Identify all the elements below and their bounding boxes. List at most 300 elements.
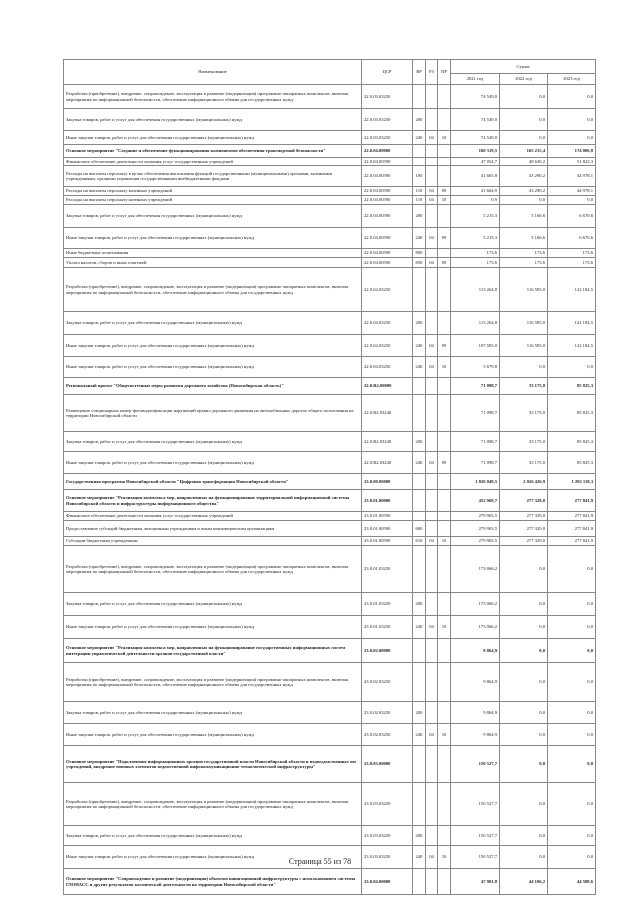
cell-name: Основное мероприятие "Реализация комплекса мер, направленных на функционирование территориальной информационной системы Новосибирской области и инфраструктуры информационного общества" — [64, 490, 362, 512]
cell-2023: 0,0 — [548, 724, 596, 746]
cell-pr: 09 — [438, 452, 451, 474]
table-row — [64, 783, 596, 826]
col-header-csr: ЦСР — [362, 60, 413, 85]
cell-2021: 47 901,8 — [451, 869, 500, 895]
table-row — [64, 521, 596, 537]
cell-rz — [426, 746, 438, 783]
cell-2022: 44 106,2 — [500, 869, 548, 895]
cell-pr — [438, 205, 451, 228]
cell-2023: 277 841,9 — [548, 521, 596, 537]
cell-name: Закупка товаров, работ и услуг для обеспечения государственных (муниципальных) нужд — [64, 109, 362, 131]
cell-name: Иные бюджетные ассигнования — [64, 249, 362, 258]
cell-vr: 200 — [413, 826, 426, 846]
cell-csr: 23.0.03.03250 — [362, 826, 413, 846]
page-number: Страница 55 из 78 — [288, 857, 352, 866]
cell-vr — [413, 490, 426, 512]
cell-2023: 0,0 — [548, 663, 596, 702]
cell-2021: 173 066,2 — [451, 593, 500, 616]
cell-2023: 122 184,5 — [548, 312, 596, 335]
cell-vr — [413, 512, 426, 521]
cell-2022: 0,0 — [500, 663, 548, 702]
cell-pr: 10 — [438, 724, 451, 746]
table-row — [64, 432, 596, 452]
cell-rz — [426, 312, 438, 335]
cell-pr — [438, 639, 451, 663]
cell-csr: 22.0.R2.00000 — [362, 378, 413, 395]
cell-rz — [426, 490, 438, 512]
cell-name: Закупка товаров, работ и услуг для обеспечения государственных (муниципальных) нужд — [64, 826, 362, 846]
cell-vr: 200 — [413, 109, 426, 131]
cell-pr: 10 — [438, 537, 451, 546]
cell-vr — [413, 145, 426, 158]
cell-rz: 04 — [426, 187, 438, 196]
table-row — [64, 357, 596, 378]
cell-name: Разработка (приобретение), внедрение, сопровождение, эксплуатация и развитие (модернизация) программно-аппаратных комплексов, включая мероприятия по информационной безопасности, обеспечение информационного обмена для государственных нужд — [64, 783, 362, 826]
table-row — [64, 537, 596, 546]
cell-2023: 0,0 — [548, 702, 596, 724]
cell-pr — [438, 702, 451, 724]
cell-vr: 200 — [413, 702, 426, 724]
cell-rz — [426, 702, 438, 724]
cell-rz: 04 — [426, 846, 438, 869]
cell-2022: 48 630,2 — [500, 158, 548, 166]
cell-2022: 0,0 — [500, 196, 548, 205]
cell-2022: 0,0 — [500, 783, 548, 826]
cell-2021: 1 826 049,5 — [451, 474, 500, 490]
table-row — [64, 258, 596, 268]
cell-name: Субсидии бюджетным учреждениям — [64, 537, 362, 546]
cell-rz: 04 — [426, 537, 438, 546]
cell-vr: 240 — [413, 335, 426, 357]
cell-2022: 5 166,6 — [500, 205, 548, 228]
cell-2021: 173 066,2 — [451, 546, 500, 593]
table-row — [64, 249, 596, 258]
cell-pr: 09 — [438, 228, 451, 249]
cell-2022: 0,0 — [500, 746, 548, 783]
table-row — [64, 395, 596, 432]
cell-2023: 277 841,9 — [548, 512, 596, 521]
cell-pr — [438, 166, 451, 187]
cell-name: Иные закупки товаров, работ и услуг для обеспечения государственных (муниципальных) нужд — [64, 357, 362, 378]
cell-vr: 200 — [413, 312, 426, 335]
cell-2021: 71 098,7 — [451, 452, 500, 474]
cell-rz — [426, 869, 438, 895]
cell-vr: 600 — [413, 521, 426, 537]
cell-rz: 04 — [426, 131, 438, 145]
cell-pr — [438, 268, 451, 312]
cell-vr: 850 — [413, 258, 426, 268]
cell-name: Закупка товаров, работ и услуг для обеспечения государственных (муниципальных) нужд — [64, 702, 362, 724]
table-row — [64, 546, 596, 593]
cell-csr: 23.0.01.00000 — [362, 490, 413, 512]
cell-2021: 5 215,3 — [451, 205, 500, 228]
cell-2023: 85 825,3 — [548, 378, 596, 395]
cell-vr: 200 — [413, 432, 426, 452]
cell-name: Разработка (приобретение), внедрение, сопровождение, эксплуатация и развитие (модернизация) программно-аппаратных комплексов, включая мероприятия по информационной безопасности, обеспечение информационного обмена для государственных нужд — [64, 268, 362, 312]
cell-2023: 85 825,3 — [548, 395, 596, 432]
cell-vr — [413, 869, 426, 895]
cell-name: Иные закупки товаров, работ и услуг для обеспечения государственных (муниципальных) нужд — [64, 846, 362, 869]
col-header-pr: ПР — [438, 60, 451, 85]
cell-name: Иные закупки товаров, работ и услуг для обеспечения государственных (муниципальных) нужд — [64, 452, 362, 474]
cell-rz — [426, 378, 438, 395]
cell-pr — [438, 109, 451, 131]
cell-pr — [438, 546, 451, 593]
cell-name: Разработка (приобретение), внедрение, сопровождение, эксплуатация и развитие (модернизация) программно-аппаратных комплексов, включая мероприятия по информационной безопасности, обеспечение информационного обмена для государственных нужд — [64, 85, 362, 109]
cell-csr: 23.0.04.00000 — [362, 869, 413, 895]
cell-pr — [438, 593, 451, 616]
cell-2021: 71 098,7 — [451, 432, 500, 452]
cell-vr — [413, 546, 426, 593]
table-row — [64, 593, 596, 616]
cell-2022: 116 585,0 — [500, 268, 548, 312]
cell-2021: 0,9 — [451, 196, 500, 205]
cell-2023: 0,0 — [548, 85, 596, 109]
cell-2021: 9 864,9 — [451, 663, 500, 702]
cell-2022: 277 329,0 — [500, 490, 548, 512]
cell-name: Основное мероприятие "Создание и обеспечение функционирования компонентов обеспечения транспортной безопасности" — [64, 145, 362, 158]
table-row — [64, 639, 596, 663]
table-row — [64, 109, 596, 131]
cell-pr: 09 — [438, 187, 451, 196]
col-header-rz: РЗ — [426, 60, 438, 85]
cell-csr: 22.0.04.00590 — [362, 228, 413, 249]
cell-rz: 04 — [426, 616, 438, 639]
cell-2022: 277 329,0 — [500, 521, 548, 537]
table-row — [64, 85, 596, 109]
cell-2023: 0,0 — [548, 357, 596, 378]
cell-2022: 0,0 — [500, 639, 548, 663]
cell-name: Разработка (приобретение), внедрение, сопровождение, эксплуатация и развитие (модернизация) программно-аппаратных комплексов, включая мероприятия по информационной безопасности, обеспечение информационного обмена для государственных нужд — [64, 663, 362, 702]
table-row — [64, 268, 596, 312]
cell-rz — [426, 85, 438, 109]
cell-pr — [438, 395, 451, 432]
cell-vr: 610 — [413, 537, 426, 546]
cell-2021: 150 527,7 — [451, 783, 500, 826]
cell-csr: 22.0.04.00590 — [362, 249, 413, 258]
cell-vr: 800 — [413, 249, 426, 258]
cell-2021: 160 319,5 — [451, 145, 500, 158]
cell-rz — [426, 546, 438, 593]
cell-vr — [413, 395, 426, 432]
cell-pr — [438, 158, 451, 166]
cell-rz — [426, 783, 438, 826]
cell-2021: 74 549,0 — [451, 131, 500, 145]
col-header-year-2021: 2021 год — [451, 73, 500, 84]
cell-rz — [426, 512, 438, 521]
cell-2021: 150 527,7 — [451, 746, 500, 783]
cell-2021: 150 527,7 — [451, 846, 500, 869]
cell-vr — [413, 85, 426, 109]
cell-2023: 0,0 — [548, 783, 596, 826]
cell-name: Иные закупки товаров, работ и услуг для обеспечения государственных (муниципальных) нужд — [64, 228, 362, 249]
cell-csr: 23.0.02.03250 — [362, 702, 413, 724]
cell-rz: 04 — [426, 452, 438, 474]
cell-csr: 23.0.00.00000 — [362, 474, 413, 490]
cell-rz — [426, 432, 438, 452]
cell-pr — [438, 378, 451, 395]
cell-2021: 5 215,3 — [451, 228, 500, 249]
cell-2023: 85 825,3 — [548, 432, 596, 452]
cell-csr: 23.0.01.00590 — [362, 521, 413, 537]
cell-2022: 43 290,2 — [500, 187, 548, 196]
table-row — [64, 702, 596, 724]
cell-name: Расходы на выплаты персоналу казенных учреждений — [64, 196, 362, 205]
cell-pr: 10 — [438, 846, 451, 869]
cell-pr — [438, 783, 451, 826]
cell-2021: 173,6 — [451, 258, 500, 268]
cell-2022: 0,0 — [500, 724, 548, 746]
cell-2023: 44 978,1 — [548, 166, 596, 187]
cell-name: Основное мероприятие "Сопровождение и развитие (модернизация) объектов навигационной инфраструктуры с использованием системы ГЛОНАСС и других результатов космической деятельности на территории Новосибирской области" — [64, 869, 362, 895]
cell-csr: 23.0.03.03250 — [362, 783, 413, 826]
cell-2023: 0,0 — [548, 746, 596, 783]
cell-csr: 22.0.04.00590 — [362, 258, 413, 268]
cell-2021: 74 549,0 — [451, 109, 500, 131]
cell-2023: 0,0 — [548, 109, 596, 131]
cell-pr — [438, 869, 451, 895]
cell-2022: 173,6 — [500, 258, 548, 268]
cell-2023: 0,0 — [548, 616, 596, 639]
cell-rz — [426, 474, 438, 490]
cell-rz: 04 — [426, 335, 438, 357]
table-row — [64, 826, 596, 846]
cell-2021: 113 264,8 — [451, 312, 500, 335]
cell-name: Иные закупки товаров, работ и услуг для обеспечения государственных (муниципальных) нужд — [64, 616, 362, 639]
cell-csr: 22.0.04.00000 — [362, 145, 413, 158]
cell-2023: 44 978,1 — [548, 187, 596, 196]
table-row — [64, 335, 596, 357]
cell-2023: 85 825,3 — [548, 452, 596, 474]
cell-name: Основное мероприятие "Реализация комплекса мер, направленных на функционирование государственных информационных систем интеграции управленческой деятельности органов государственной власти" — [64, 639, 362, 663]
table-body — [64, 85, 596, 895]
cell-name: Расходы на выплаты персоналу казенных учреждений — [64, 187, 362, 196]
table-row — [64, 869, 596, 895]
cell-2022: 33 175,0 — [500, 395, 548, 432]
cell-rz: 04 — [426, 357, 438, 378]
cell-2022: 165 215,4 — [500, 145, 548, 158]
cell-2021: 279 903,5 — [451, 537, 500, 546]
cell-name: Закупка товаров, работ и услуг для обеспечения государственных (муниципальных) нужд — [64, 432, 362, 452]
cell-name: Основное мероприятие "Подключение информационных органов государственной власти Новосибирской области и подведомственных им учреждений, внедрение типовых элементов ведомственной инфокоммуникационно-технологической инфраструктуры" — [64, 746, 362, 783]
cell-2022: 0,0 — [500, 846, 548, 869]
cell-2023: 6 670,6 — [548, 205, 596, 228]
cell-2021: 71 098,7 — [451, 378, 500, 395]
cell-2021: 47 054,7 — [451, 158, 500, 166]
cell-vr: 240 — [413, 357, 426, 378]
cell-csr: 23.0.01.03250 — [362, 546, 413, 593]
cell-2022: 0,0 — [500, 85, 548, 109]
cell-2022: 0,0 — [500, 109, 548, 131]
cell-pr: 09 — [438, 335, 451, 357]
cell-2022: 33 175,0 — [500, 432, 548, 452]
cell-2022: 2 026 426,9 — [500, 474, 548, 490]
cell-rz — [426, 166, 438, 187]
cell-2022: 0,0 — [500, 131, 548, 145]
table-row — [64, 616, 596, 639]
cell-csr: 22.0.04.03250 — [362, 312, 413, 335]
cell-2022: 116 585,0 — [500, 312, 548, 335]
cell-rz — [426, 145, 438, 158]
cell-2023: 0,0 — [548, 593, 596, 616]
cell-vr — [413, 474, 426, 490]
table-row — [64, 746, 596, 783]
cell-pr — [438, 145, 451, 158]
cell-2023: 44 588,6 — [548, 869, 596, 895]
cell-vr: 240 — [413, 452, 426, 474]
cell-csr: 23.0.03.03250 — [362, 846, 413, 869]
cell-2022: 0,0 — [500, 826, 548, 846]
cell-rz — [426, 826, 438, 846]
cell-2022: 0,0 — [500, 593, 548, 616]
cell-2021: 41 664,9 — [451, 187, 500, 196]
cell-2021: 9 864,9 — [451, 639, 500, 663]
cell-2023: 6 670,6 — [548, 228, 596, 249]
cell-pr — [438, 512, 451, 521]
cell-csr: 23.0.03.00000 — [362, 746, 413, 783]
cell-vr: 240 — [413, 724, 426, 746]
cell-2022: 33 175,0 — [500, 378, 548, 395]
cell-pr — [438, 432, 451, 452]
cell-2023: 277 841,9 — [548, 490, 596, 512]
table-row — [64, 166, 596, 187]
table-row — [64, 474, 596, 490]
cell-rz — [426, 639, 438, 663]
cell-2023: 0,0 — [548, 546, 596, 593]
cell-csr: 22.0.04.03250 — [362, 335, 413, 357]
cell-vr — [413, 158, 426, 166]
cell-vr — [413, 268, 426, 312]
cell-name: Иные закупки товаров, работ и услуг для обеспечения государственных (муниципальных) нужд — [64, 131, 362, 145]
cell-name: Закупка товаров, работ и услуг для обеспечения государственных (муниципальных) нужд — [64, 593, 362, 616]
cell-name: Иные закупки товаров, работ и услуг для обеспечения государственных (муниципальных) нужд — [64, 335, 362, 357]
cell-2023: 1 292 118,3 — [548, 474, 596, 490]
cell-csr: 22.0.R2.03240 — [362, 452, 413, 474]
table-row — [64, 512, 596, 521]
cell-name: Разработка (приобретение), внедрение, сопровождение, эксплуатация и развитие (модернизация) программно-аппаратных комплексов, включая мероприятия по информационной безопасности, обеспечение информационного обмена для государственных нужд — [64, 546, 362, 593]
cell-vr: 240 — [413, 846, 426, 869]
cell-vr: 240 — [413, 131, 426, 145]
cell-2021: 279 903,5 — [451, 512, 500, 521]
cell-2022: 173,6 — [500, 249, 548, 258]
table-row — [64, 724, 596, 746]
cell-name: Финансовое обеспечение деятельности оказания услуг государственных учреждений — [64, 512, 362, 521]
cell-rz — [426, 395, 438, 432]
cell-name: Финансовое обеспечение деятельности оказания услуг государственных учреждений — [64, 158, 362, 166]
cell-pr: 10 — [438, 196, 451, 205]
cell-2023: 174 006,8 — [548, 145, 596, 158]
cell-rz — [426, 109, 438, 131]
table-row — [64, 452, 596, 474]
cell-name: Закупка товаров, работ и услуг для обеспечения государственных (муниципальных) нужд — [64, 312, 362, 335]
cell-csr: 23.0.02.03250 — [362, 663, 413, 702]
cell-2022: 0,0 — [500, 616, 548, 639]
cell-name: Размещение стационарных камер фотовидеофиксации нарушений правил дорожного движения на автомобильных дорогах общего пользования на территории Новосибирской области — [64, 395, 362, 432]
cell-rz — [426, 205, 438, 228]
cell-vr: 100 — [413, 166, 426, 187]
cell-2022: 277 329,0 — [500, 512, 548, 521]
cell-csr: 22.0.04.00590 — [362, 205, 413, 228]
cell-2021: 452 969,7 — [451, 490, 500, 512]
cell-rz: 04 — [426, 258, 438, 268]
table-row — [64, 158, 596, 166]
cell-2021: 74 549,0 — [451, 85, 500, 109]
col-header-name: Наименование — [64, 60, 362, 85]
cell-rz — [426, 593, 438, 616]
cell-pr — [438, 490, 451, 512]
cell-pr: 10 — [438, 616, 451, 639]
cell-2022: 5 166,6 — [500, 228, 548, 249]
cell-vr — [413, 746, 426, 783]
cell-pr: 10 — [438, 357, 451, 378]
cell-vr: 200 — [413, 593, 426, 616]
cell-name: Предоставление субсидий бюджетным, автономным учреждениям и иным некоммерческим организациям — [64, 521, 362, 537]
cell-rz: 04 — [426, 724, 438, 746]
cell-2022: 0,0 — [500, 702, 548, 724]
table-row — [64, 145, 596, 158]
cell-2021: 107 585,0 — [451, 335, 500, 357]
cell-name: Закупка товаров, работ и услуг для обеспечения государственных (муниципальных) нужд — [64, 205, 362, 228]
cell-pr — [438, 663, 451, 702]
cell-2023: 122 184,5 — [548, 335, 596, 357]
cell-name: Иные закупки товаров, работ и услуг для обеспечения государственных (муниципальных) нужд — [64, 724, 362, 746]
table-row — [64, 205, 596, 228]
cell-vr: 240 — [413, 616, 426, 639]
cell-csr: 22.0.04.00590 — [362, 166, 413, 187]
cell-csr: 22.0.04.03250 — [362, 268, 413, 312]
cell-rz — [426, 268, 438, 312]
cell-2023: 122 184,5 — [548, 268, 596, 312]
cell-2022: 277 329,0 — [500, 537, 548, 546]
cell-vr: 110 — [413, 196, 426, 205]
budget-table-container — [63, 59, 596, 895]
cell-2021: 173,6 — [451, 249, 500, 258]
cell-vr: 110 — [413, 187, 426, 196]
cell-csr: 22.0.03.03250 — [362, 131, 413, 145]
cell-csr: 22.0.04.00590 — [362, 187, 413, 196]
table-row — [64, 196, 596, 205]
cell-csr: 23.0.02.03250 — [362, 724, 413, 746]
cell-vr — [413, 663, 426, 702]
cell-2023: 51 822,3 — [548, 158, 596, 166]
cell-2022: 0,0 — [500, 357, 548, 378]
cell-2021: 113 264,8 — [451, 268, 500, 312]
cell-2021: 41 665,8 — [451, 166, 500, 187]
col-header-sum: Сумма — [451, 60, 596, 74]
cell-csr: 22.0.03.03250 — [362, 85, 413, 109]
cell-2023: 0,0 — [548, 196, 596, 205]
cell-pr — [438, 474, 451, 490]
cell-csr: 22.0.04.00590 — [362, 158, 413, 166]
cell-2023: 173,6 — [548, 258, 596, 268]
cell-vr — [413, 783, 426, 826]
cell-2021: 150 527,7 — [451, 826, 500, 846]
cell-vr: 240 — [413, 228, 426, 249]
cell-rz: 04 — [426, 228, 438, 249]
table-row — [64, 187, 596, 196]
cell-pr — [438, 312, 451, 335]
cell-2023: 0,0 — [548, 131, 596, 145]
cell-pr — [438, 249, 451, 258]
table-row — [64, 663, 596, 702]
cell-2021: 9 864,9 — [451, 724, 500, 746]
cell-csr: 23.0.02.00000 — [362, 639, 413, 663]
table-row — [64, 131, 596, 145]
table-row — [64, 490, 596, 512]
col-header-year-2023: 2023 год — [548, 73, 596, 84]
cell-pr — [438, 85, 451, 109]
cell-2022: 43 290,2 — [500, 166, 548, 187]
